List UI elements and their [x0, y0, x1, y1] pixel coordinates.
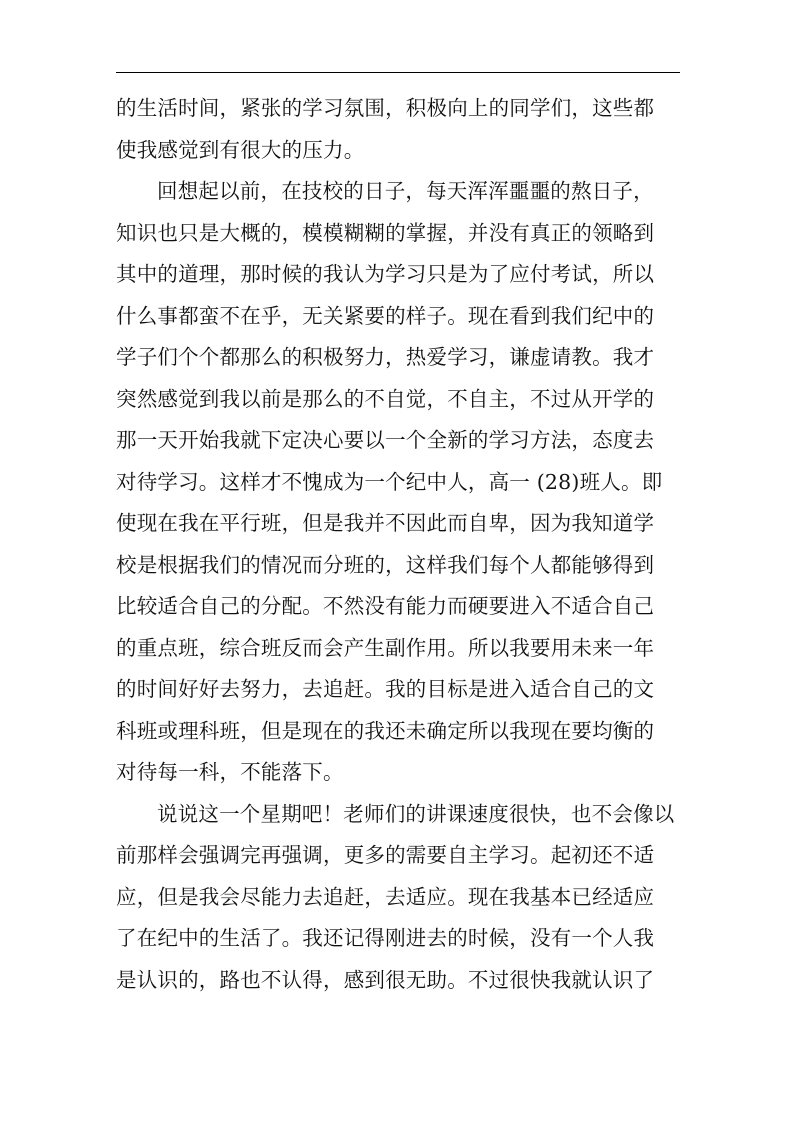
text-line: 应，但是我会尽能力去追赶，去适应。现在我基本已经适应 — [116, 884, 655, 909]
header-rule — [116, 72, 680, 73]
text-line: 学子们个个都那么的积极努力，热爱学习，谦虚请教。我才 — [116, 345, 655, 369]
text-line: 回想起以前，在技校的日子，每天浑浑噩噩的熬日子， — [157, 179, 654, 203]
text-line: 使我感觉到有很大的压力。 — [116, 137, 365, 162]
text-line: 科班或理科班，但是现在的我还未确定所以我现在要均衡的 — [116, 718, 655, 743]
text-line: 校是根据我们的情况而分班的，这样我们每个人都能够得到 — [116, 552, 655, 577]
text-line: 那一天开始我就下定决心要以一个全新的学习方法，态度去 — [116, 428, 655, 452]
body-text — [116, 88, 696, 1001]
text-line: 的时间好好去努力，去追赶。我的目标是进入适合自己的文 — [116, 677, 655, 701]
text-line: 对待每一科，不能落下。 — [116, 760, 344, 784]
text-line: 突然感觉到我以前是那么的不自觉，不自主，不过从开学的 — [116, 386, 655, 411]
text-line: 比较适合自己的分配。不然没有能力而硬要进入不适合自己 — [116, 594, 655, 618]
text-line: 对待学习。这样才不愧成为一个纪中人，高一 (28)班人。即 — [116, 469, 663, 494]
text-line: 知识也只是大概的，模模糊糊的掌握，并没有真正的领略到 — [116, 220, 655, 245]
text-line: 使现在我在平行班，但是我并不因此而自卑，因为我知道学 — [116, 511, 655, 535]
text-line: 前那样会强调完再强调，更多的需要自主学习。起初还不适 — [116, 843, 655, 867]
text-line: 了在纪中的生活了。我还记得刚进去的时候，没有一个人我 — [116, 926, 655, 950]
text-line: 的生活时间，紧张的学习氛围，积极向上的同学们，这些都 — [116, 96, 655, 120]
text-line: 其中的道理，那时候的我认为学习只是为了应付考试，所以 — [116, 262, 655, 286]
text-line: 什么事都蛮不在乎，无关紧要的样子。现在看到我们纪中的 — [116, 303, 655, 328]
text-line: 说说这一个星期吧！老师们的讲课速度很快，也不会像以 — [157, 801, 675, 826]
text-line: 的重点班，综合班反而会产生副作用。所以我要用未来一年 — [116, 635, 655, 660]
text-line: 是认识的，路也不认得，感到很无助。不过很快我就认识了 — [116, 967, 655, 992]
